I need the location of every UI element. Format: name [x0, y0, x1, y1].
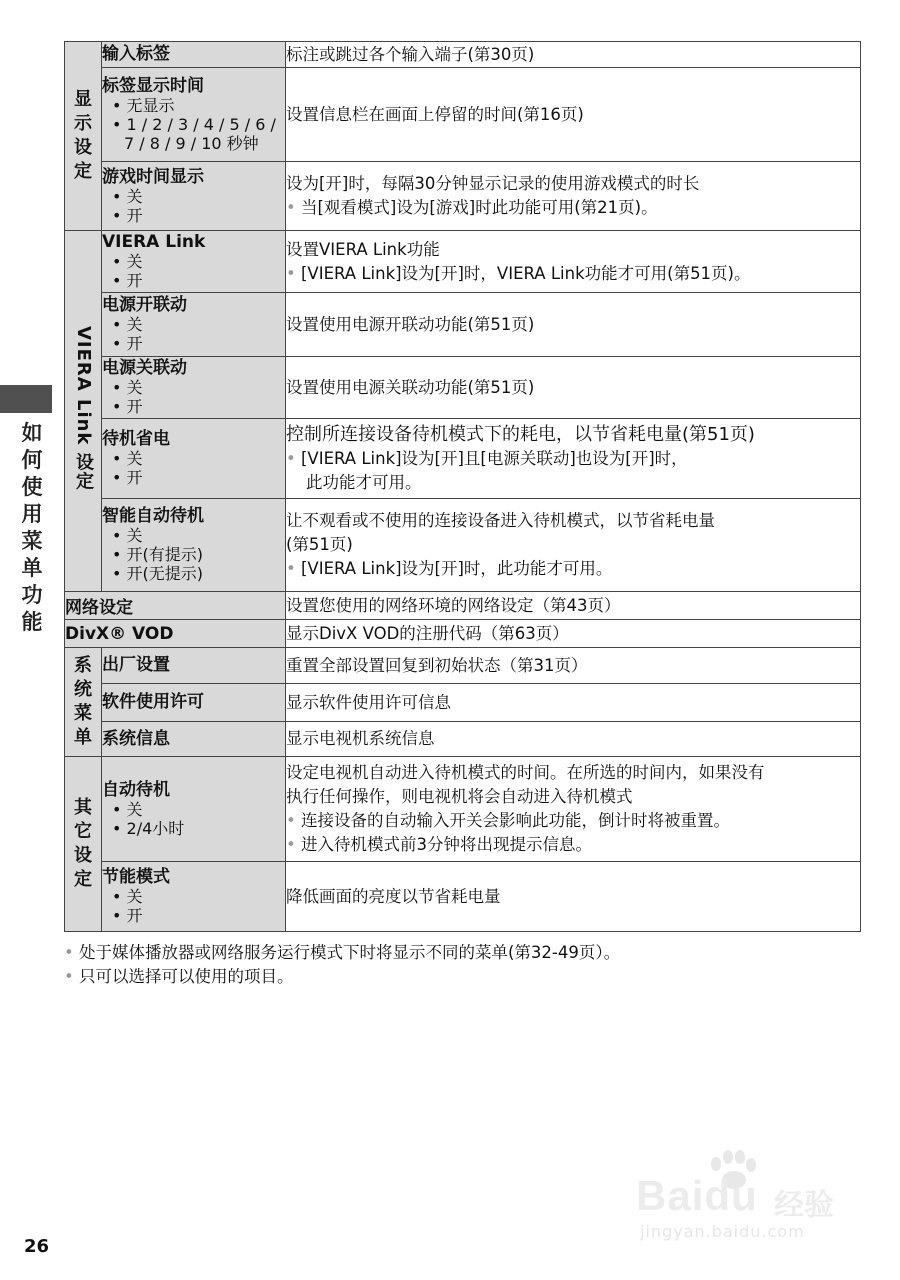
group-char: 设 — [74, 845, 92, 866]
note-bullet: • — [286, 811, 296, 830]
group-char: 单 — [74, 727, 92, 748]
option-text: • 开(无提示) — [112, 564, 204, 583]
item-name: 电源关联动 — [102, 358, 187, 378]
watermark-cn: 经验 — [774, 1188, 834, 1223]
side-title-char: 能 — [21, 610, 43, 634]
desc-text: 让不观看或不使用的连接设备进入待机模式，以节省耗电量 — [286, 511, 715, 530]
group-char: 它 — [74, 821, 92, 842]
desc-text: (第51页) — [286, 535, 353, 554]
item-network-settings — [65, 592, 286, 620]
note-text: 连接设备的自动输入开关会影响此功能，倒计时将被重置。 — [300, 811, 730, 830]
section-side-title — [18, 420, 46, 636]
item-eco-mode — [102, 862, 286, 932]
note — [286, 809, 860, 833]
desc-text: 降低画面的亮度以节省耗电量 — [286, 886, 501, 906]
note-text: [VIERA Link]设为[开]时，VIERA Link功能才可用(第51页)。 — [300, 263, 751, 283]
item-factory-reset — [102, 648, 286, 684]
note — [286, 833, 860, 857]
desc-auto-standby — [286, 757, 861, 862]
side-title-char: 单 — [21, 556, 43, 580]
group-char: 定 — [74, 869, 92, 890]
option-text: • 开 — [112, 334, 143, 353]
note-bullet: • — [286, 263, 296, 283]
group-system-menu — [65, 648, 102, 757]
note — [286, 196, 860, 220]
desc-text: 执行任何操作，则电视机将会自动进入待机模式 — [286, 787, 633, 806]
item-name: DivX® VOD — [65, 623, 174, 644]
item-name: 节能模式 — [102, 867, 170, 887]
option-text: • 关 — [112, 186, 143, 206]
note-text: 当[观看模式]设为[游戏]时此功能可用(第21页)。 — [300, 198, 658, 217]
option-text: • 开 — [112, 271, 143, 290]
item-power-off-link — [102, 357, 286, 419]
item-divx-vod — [65, 620, 286, 648]
option-text: 7 / 8 / 9 / 10 秒钟 — [124, 133, 259, 153]
group-char: 显 — [74, 89, 92, 110]
table-row — [65, 162, 861, 231]
option-text: • 开 — [112, 205, 143, 225]
group-other-settings — [65, 757, 102, 932]
option-text: • 开 — [112, 468, 143, 487]
table-row — [65, 419, 861, 499]
item-software-license — [102, 684, 286, 722]
group-display — [65, 42, 102, 231]
option-text: • 开(有提示) — [112, 545, 204, 564]
note-text: 进入待机模式前3分钟将出现提示信息。 — [300, 835, 592, 854]
desc-label-time — [286, 68, 861, 162]
baidu-jingyan-watermark — [636, 1150, 856, 1250]
side-title-char: 使 — [21, 475, 43, 499]
option-text: • 关 — [112, 378, 143, 397]
table-row — [65, 648, 861, 684]
table-row — [65, 231, 861, 293]
note-bullet: • — [286, 835, 296, 854]
table-row — [65, 862, 861, 932]
section-tab-marker — [0, 385, 52, 413]
side-title-char: 功 — [21, 583, 43, 607]
page-number: 26 — [24, 1236, 50, 1257]
note-bullet: • — [286, 198, 296, 217]
desc-software-license — [286, 684, 861, 722]
watermark-brand: Baidu — [636, 1172, 758, 1219]
item-name: 智能自动待机 — [102, 506, 204, 526]
group-char: 设 — [74, 137, 92, 158]
option-text: • 关 — [112, 315, 143, 334]
desc-input-label — [286, 42, 861, 68]
option-text: • 1 / 2 / 3 / 4 / 5 / 6 / — [112, 114, 276, 134]
item-smart-auto-standby — [102, 499, 286, 592]
desc-game-time — [286, 162, 861, 231]
menu-settings-table — [64, 41, 861, 932]
desc-text: 设置信息栏在画面上停留的时间(第16页) — [286, 104, 584, 124]
desc-text: 设置您使用的网络环境的网络设定（第43页） — [286, 595, 621, 615]
desc-text: 标注或跳过各个输入端子(第30页) — [286, 44, 535, 64]
item-system-info — [102, 722, 286, 757]
footnote — [64, 941, 620, 965]
item-power-on-link — [102, 293, 286, 357]
note-text: [VIERA Link]设为[开]时，此功能才可用。 — [300, 559, 613, 578]
item-name: 系统信息 — [102, 728, 170, 749]
desc-power-off-link — [286, 357, 861, 419]
note-bullet: • — [286, 448, 296, 468]
table-row — [65, 499, 861, 592]
desc-smart-auto-standby — [286, 499, 861, 592]
table-row — [65, 42, 861, 68]
item-name: VIERA Link — [102, 232, 206, 252]
item-name: 自动待机 — [102, 779, 170, 800]
desc-text: 设置使用电源开联动功能(第51页) — [286, 314, 535, 334]
item-auto-standby — [102, 757, 286, 862]
item-name: 网络设定 — [65, 598, 133, 618]
item-viera-link — [102, 231, 286, 293]
desc-divx-vod — [286, 620, 861, 648]
item-label-time — [102, 68, 286, 162]
footnote-bullet: • — [64, 967, 74, 986]
desc-network-settings — [286, 592, 861, 620]
footnote-text: 处于媒体播放器或网络服务运行模式下时将显示不同的菜单(第32-49页）。 — [78, 943, 621, 962]
desc-viera-link — [286, 231, 861, 293]
desc-eco-mode — [286, 862, 861, 932]
side-title-char: 如 — [21, 421, 43, 445]
side-title-char: 用 — [21, 502, 43, 526]
footnote-text: 只可以选择可以使用的项目。 — [78, 967, 294, 986]
desc-text: 重置全部设置回复到初始状态（第31页） — [286, 655, 588, 675]
desc-text: 控制所连接设备待机模式下的耗电，以节省耗电量(第51页) — [286, 423, 755, 445]
item-name: 标签显示时间 — [102, 75, 204, 96]
option-text: • 关 — [112, 887, 143, 906]
option-text: • 关 — [112, 526, 143, 545]
group-char: 定 — [74, 161, 92, 182]
group-char: 示 — [74, 113, 92, 134]
desc-factory-reset — [286, 648, 861, 684]
option-text: • 关 — [112, 799, 143, 819]
option-text: • 2/4小时 — [112, 818, 185, 838]
table-row — [65, 592, 861, 620]
group-label: VIERA Link 设定 — [73, 326, 94, 491]
item-game-time — [102, 162, 286, 231]
item-name: 输入标签 — [102, 44, 170, 64]
group-char: 其 — [74, 797, 92, 818]
item-input-label — [102, 42, 286, 68]
note-text: 此功能才可用。 — [306, 472, 422, 492]
table-row — [65, 722, 861, 757]
table-row — [65, 620, 861, 648]
table-row — [65, 293, 861, 357]
group-char: 系 — [74, 655, 92, 676]
desc-text: 设定电视机自动进入待机模式的时间。在所选的时间内，如果没有 — [286, 763, 765, 782]
desc-text: 设为[开]时，每隔30分钟显示记录的使用游戏模式的时长 — [286, 174, 700, 193]
table-row — [65, 68, 861, 162]
note — [286, 557, 860, 581]
watermark-url: jingyan.baidu.com — [640, 1222, 805, 1241]
desc-text: 设置使用电源关联动功能(第51页) — [286, 377, 535, 397]
note-bullet: • — [286, 559, 296, 578]
option-text: • 无显示 — [112, 95, 175, 115]
desc-text: 设置VIERA Link功能 — [286, 239, 440, 259]
desc-text: 显示DivX VOD的注册代码（第63页） — [286, 623, 569, 643]
note-text: [VIERA Link]设为[开]且[电源关联动]也设为[开]时， — [300, 448, 688, 468]
note — [286, 447, 860, 471]
item-standby-power-save — [102, 419, 286, 499]
option-text: • 关 — [112, 449, 143, 468]
desc-standby-power-save — [286, 419, 861, 499]
side-title-char: 菜 — [21, 529, 43, 553]
group-char: 菜 — [74, 703, 92, 724]
item-name: 待机省电 — [102, 429, 170, 449]
footnote-bullet: • — [64, 943, 74, 962]
item-name: 软件使用许可 — [102, 692, 204, 712]
option-text: • 开 — [112, 397, 143, 416]
option-text: • 关 — [112, 252, 143, 271]
table-row — [65, 684, 861, 722]
desc-power-on-link — [286, 293, 861, 357]
group-viera-link — [65, 231, 102, 592]
desc-text: 显示电视机系统信息 — [286, 729, 435, 748]
item-name: 电源开联动 — [102, 295, 187, 315]
item-name: 游戏时间显示 — [102, 166, 204, 187]
desc-text: 显示软件使用许可信息 — [286, 692, 451, 712]
item-name: 出厂设置 — [102, 655, 170, 675]
option-text: • 开 — [112, 906, 143, 925]
group-char: 统 — [74, 679, 92, 700]
table-row — [65, 357, 861, 419]
desc-system-info — [286, 722, 861, 757]
footnotes — [64, 941, 620, 989]
table-row — [65, 757, 861, 862]
side-title-char: 何 — [21, 448, 43, 472]
footnote — [64, 965, 620, 989]
note — [286, 262, 860, 286]
